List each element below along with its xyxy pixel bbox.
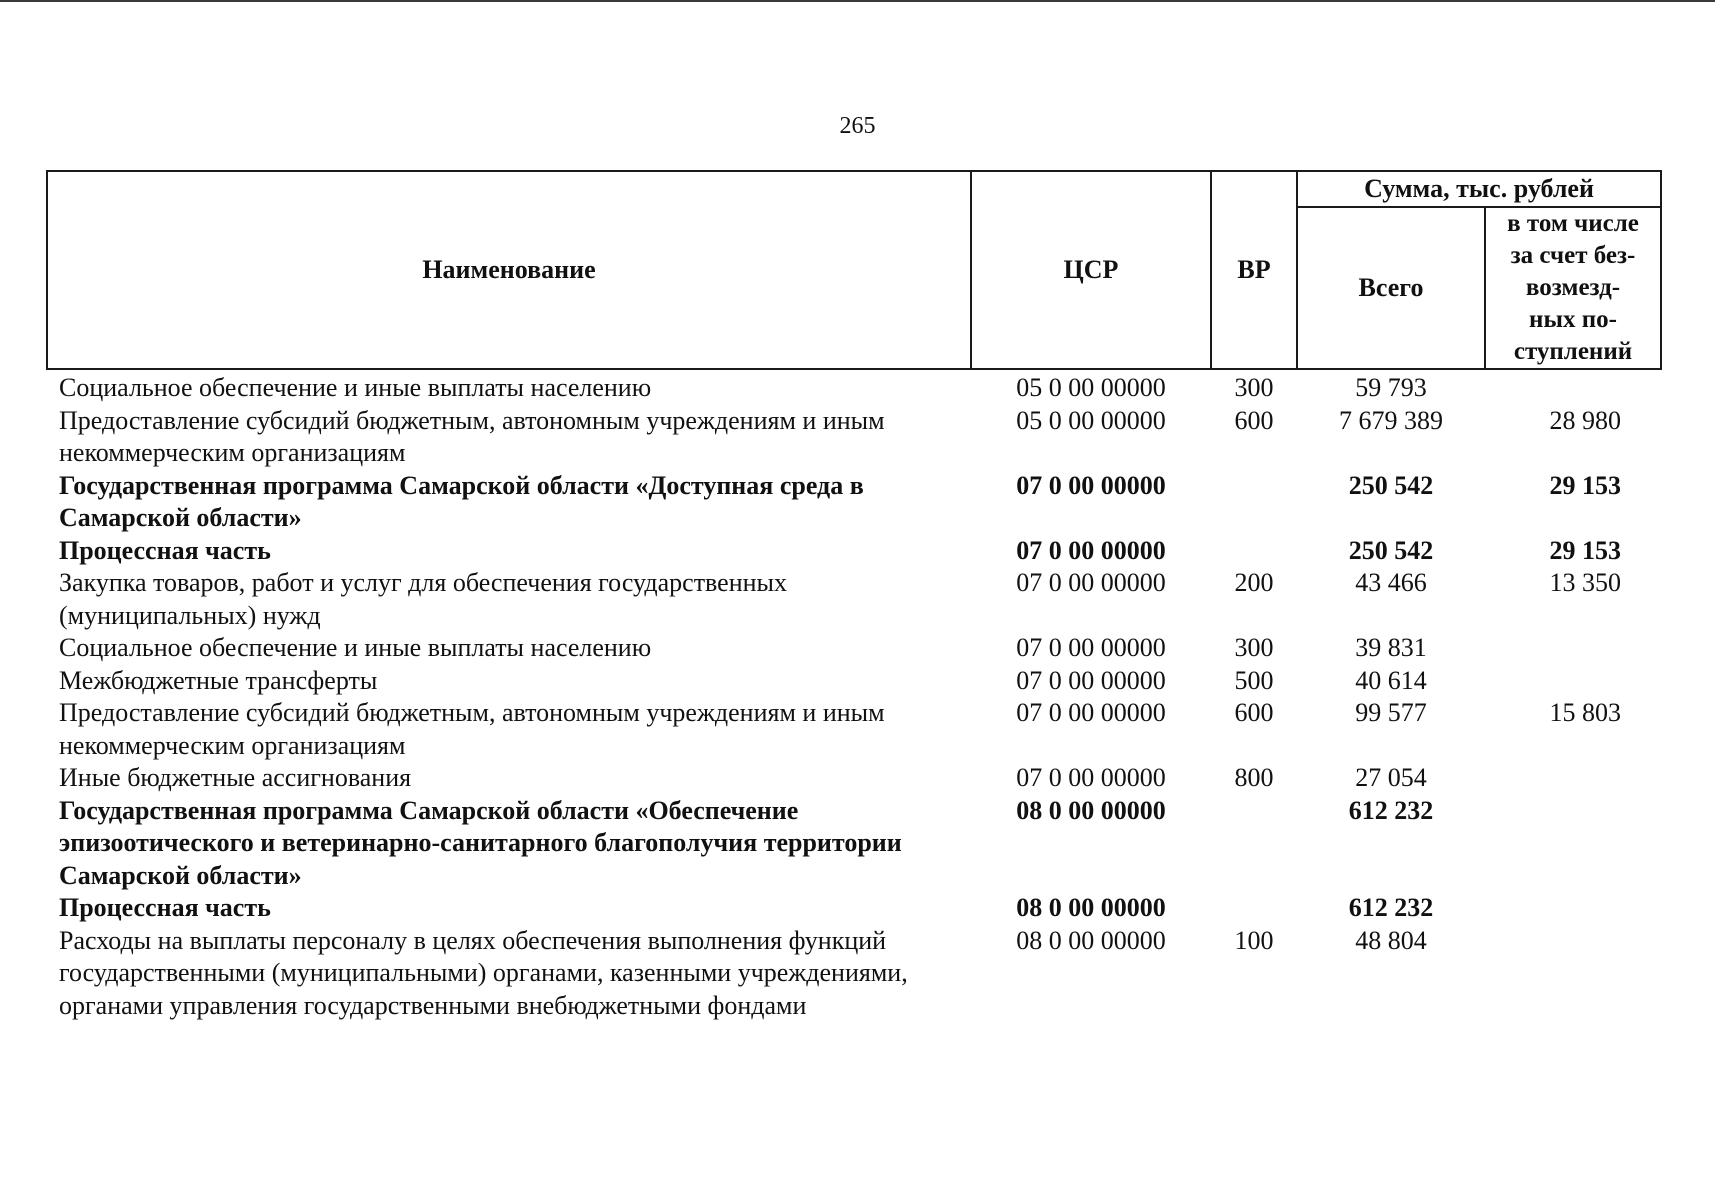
row-vr-cell: [1211, 892, 1297, 925]
table-row: [47, 665, 1661, 698]
row-vr-cell: 300: [1234, 633, 1274, 662]
header-free-line: возмезд-: [1525, 274, 1621, 301]
row-vr-cell: [1211, 535, 1297, 568]
row-vr-cell: 300: [1234, 373, 1274, 402]
row-csr-cell: 07 0 00 00000: [1016, 763, 1166, 792]
row-total-cell: 250 542: [1348, 470, 1434, 500]
table-row: [47, 405, 1661, 470]
page-number: 265: [839, 113, 876, 139]
row-name-cell: Социальное обеспечение и иные выплаты населению: [59, 633, 652, 662]
row-name-cell: Предоставление субсидий бюджетным, автономным учреждениям и иным некоммерческим организациям: [59, 405, 885, 467]
row-csr-cell: 08 0 00 00000: [1016, 893, 1166, 922]
row-vr-cell: 100: [1234, 925, 1274, 955]
row-free-receipts-cell: 28 980: [1549, 405, 1621, 435]
row-csr-cell: 08 0 00 00000: [1016, 795, 1166, 825]
table-row: [47, 892, 1661, 925]
row-vr-cell: 200: [1234, 568, 1274, 597]
table-row: [47, 470, 1661, 535]
header-free-line: ступлений: [1513, 338, 1633, 365]
row-total-cell: 7 679 389: [1339, 405, 1443, 435]
row-name-cell: Социальное обеспечение и иные выплаты населению: [59, 373, 652, 402]
row-csr-cell: 07 0 00 00000: [1016, 470, 1166, 500]
row-csr-cell: 07 0 00 00000: [1016, 633, 1166, 662]
header-csr: ЦСР: [971, 171, 1211, 369]
row-total-cell: 612 232: [1348, 893, 1434, 922]
row-name-cell: Процессная часть: [59, 535, 271, 565]
row-total-cell: 39 831: [1355, 633, 1427, 662]
row-free-receipts-cell: [1485, 925, 1661, 1023]
table-row: [47, 535, 1661, 568]
row-free-receipts-cell: [1485, 369, 1661, 405]
table-body: [47, 369, 1661, 1022]
row-csr-cell: 07 0 00 00000: [1016, 535, 1166, 565]
row-name-cell: Государственная программа Самарской области «Обеспечение эпизоотического и ветеринарно-санитарного благополучия территории Самарской области»: [59, 795, 902, 890]
row-total-cell: 27 054: [1355, 763, 1427, 792]
row-csr-cell: 07 0 00 00000: [1016, 698, 1166, 727]
row-name-cell: Расходы на выплаты персоналу в целях обеспечения выполнения функций государственными (муниципальными) органами, казенными учреждениями, органами управления государственными внебюджетными фондами: [59, 925, 908, 1020]
table-header: [47, 171, 1661, 369]
row-free-receipts-cell: 29 153: [1549, 470, 1621, 500]
row-free-receipts-cell: [1485, 762, 1661, 795]
table-row: [47, 369, 1661, 405]
row-csr-cell: 07 0 00 00000: [1016, 568, 1166, 597]
row-name-cell: Иные бюджетные ассигнования: [59, 763, 412, 792]
row-total-cell: 43 466: [1355, 568, 1427, 597]
row-csr-cell: 07 0 00 00000: [1016, 665, 1166, 695]
header-free-line: за счет без-: [1510, 242, 1636, 269]
row-free-receipts-cell: [1485, 795, 1661, 893]
table-row: [47, 925, 1661, 1023]
header-free-line: ных по-: [1529, 306, 1617, 333]
row-free-receipts-cell: 13 350: [1549, 568, 1621, 597]
row-csr-cell: 05 0 00 00000: [1016, 373, 1166, 402]
header-sum-group: Сумма, тыс. рублей: [1297, 171, 1661, 207]
row-name-cell: Закупка товаров, работ и услуг для обеспечения государственных (муниципальных) нужд: [59, 568, 788, 630]
row-vr-cell: 800: [1234, 763, 1274, 792]
row-name-cell: Предоставление субсидий бюджетным, автономным учреждениям и иным некоммерческим организациям: [59, 698, 885, 760]
row-vr-cell: [1211, 470, 1297, 535]
top-border-line: [0, 0, 1715, 2]
row-vr-cell: [1211, 795, 1297, 893]
row-free-receipts-cell: 29 153: [1549, 535, 1621, 565]
table-row: [47, 762, 1661, 795]
row-free-receipts-cell: 15 803: [1549, 698, 1621, 727]
row-vr-cell: 600: [1234, 698, 1274, 727]
header-free-receipts: [1485, 207, 1661, 369]
row-vr-cell: 500: [1234, 665, 1274, 695]
header-vr: ВР: [1211, 171, 1297, 369]
budget-table: [46, 170, 1662, 1022]
row-name-cell: Межбюджетные трансферты: [59, 665, 378, 695]
row-total-cell: 250 542: [1348, 535, 1434, 565]
row-name-cell: Государственная программа Самарской области «Доступная среда в Самарской области»: [59, 470, 864, 532]
table-row: [47, 795, 1661, 893]
row-total-cell: 48 804: [1355, 925, 1427, 955]
table-row: [47, 632, 1661, 665]
row-free-receipts-cell: [1485, 892, 1661, 925]
header-free-line: в том числе: [1507, 210, 1639, 237]
row-free-receipts-cell: [1485, 665, 1661, 698]
table-row: [47, 567, 1661, 632]
row-total-cell: 99 577: [1355, 698, 1427, 727]
row-free-receipts-cell: [1485, 632, 1661, 665]
row-csr-cell: 05 0 00 00000: [1016, 405, 1166, 435]
row-vr-cell: 600: [1234, 405, 1274, 435]
header-name: Наименование: [47, 171, 971, 369]
row-csr-cell: 08 0 00 00000: [1016, 925, 1166, 955]
row-total-cell: 612 232: [1348, 795, 1434, 825]
row-name-cell: Процессная часть: [59, 893, 271, 922]
table-row: [47, 697, 1661, 762]
row-total-cell: 40 614: [1355, 665, 1427, 695]
header-total: Всего: [1297, 207, 1485, 369]
row-total-cell: 59 793: [1355, 373, 1427, 402]
